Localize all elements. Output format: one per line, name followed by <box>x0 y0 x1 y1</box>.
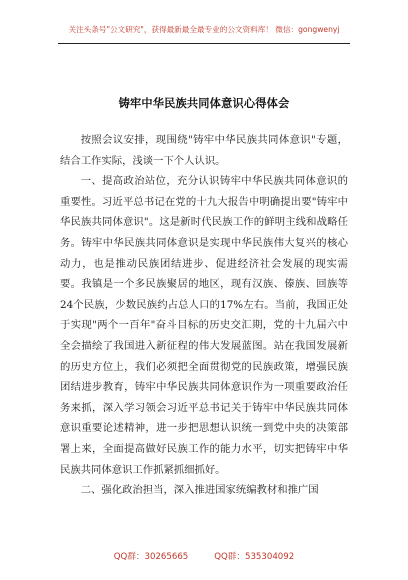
document-body <box>60 130 348 501</box>
document-title: 铸牢中华民族共同体意识心得体会 <box>118 97 290 110</box>
header-divider <box>58 43 350 44</box>
paragraph-section-2: 二、强化政治担当，深入推进国家统编教材和推广国 <box>80 484 319 497</box>
paragraph-section-1: 一、提高政治站位，充分认识铸牢中华民族共同体意识的重要性。习近平总书记在党的十九大报告中明确提出要"铸牢中华民族共同体意识"。这是新时代民族工作的鲜明主线和战略任务。铸牢中华民族共同体意识是实现中华民族伟大复兴的核心动力，也是推动民族团结进步、促进经济社会发展的现实需要。我镇是一个多民族聚居的地区，现有汉族、傣族、回族等24个民族，少数民族约占总人口的17%左右。当前，我国正处于实现"两个一百年"奋斗目标的历史交汇期，党的十九届六中全会描绘了我国进入新征程的伟大发展蓝图。站在我国发展新的历史方位上，我们必须把全面贯彻党的民族政策，增强民族团结进步教育，铸牢中华民族共同体意识作为一项重要政治任务来抓，深入学习领会习近平总书记关于铸牢中华民族共同体意识重要论述精神，进一步把思想认识统一到党中央的决策部署上来，全面提高做好民族工作的能力水平，切实把铸牢中华民族共同体意识工作抓紧抓细抓好。 <box>60 175 348 476</box>
paragraph-intro: 按照会议安排，现围绕"铸牢中华民族共同体意识"专题，结合工作实际，浅谈一下个人认识。 <box>60 134 348 167</box>
footer-qq-group-1: QQ群：30265665 <box>113 552 189 562</box>
header-promo-note: 关注头条号"公文研究"，获得最新最全最专业的公文资料库！ 微信：gongwenyj <box>68 25 340 34</box>
footer-contact <box>0 550 408 562</box>
footer-qq-group-2: QQ群：535304092 <box>214 552 295 562</box>
